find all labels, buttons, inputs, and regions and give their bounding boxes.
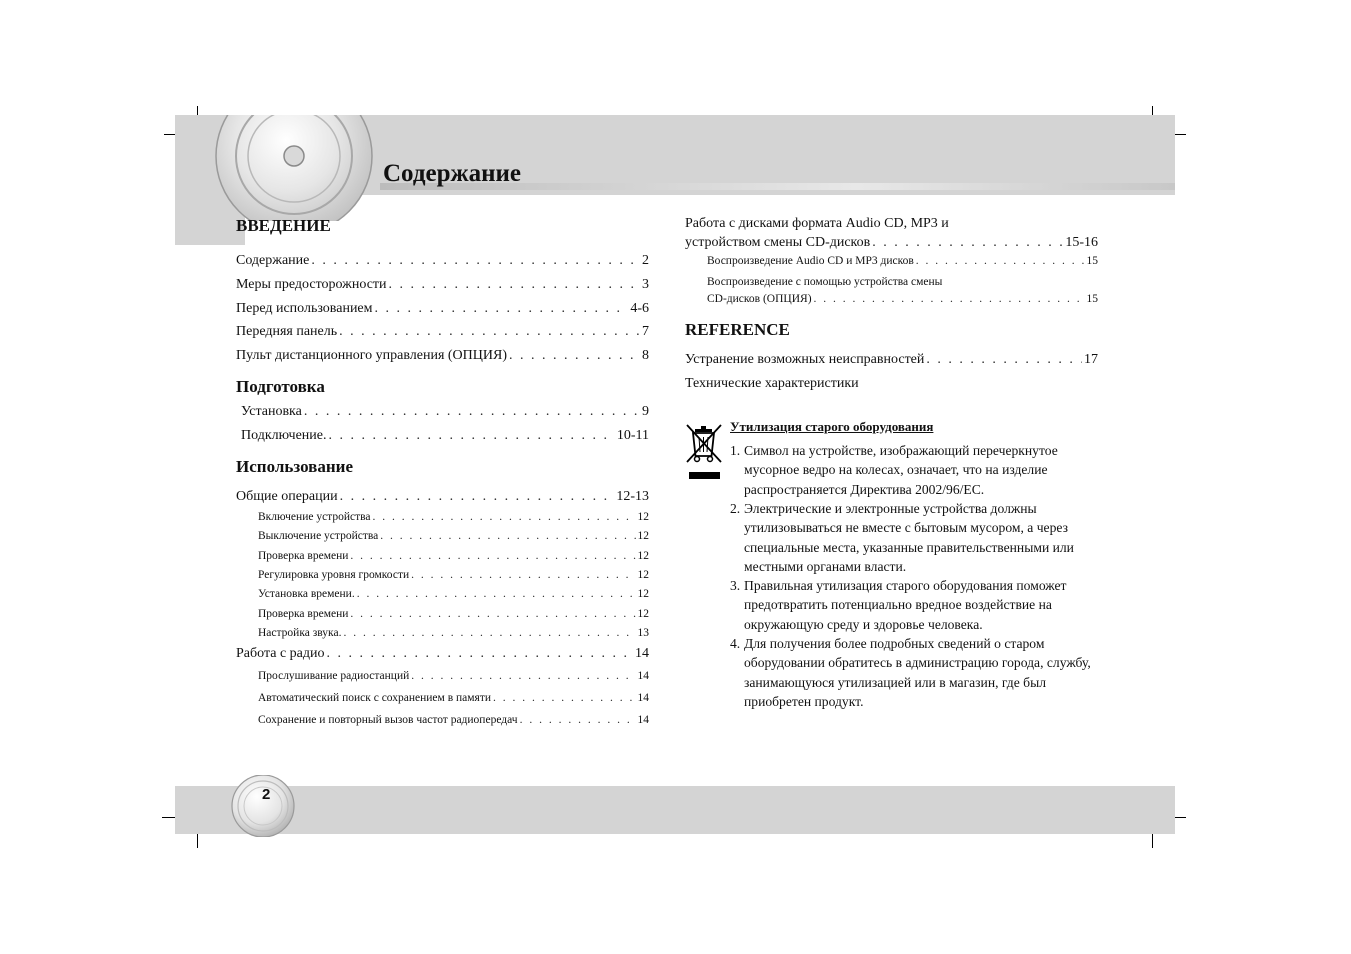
disposal-item-number: 2. xyxy=(730,501,741,516)
toc-label: Передняя панель xyxy=(236,324,338,339)
toc-label: Проверка времени xyxy=(258,608,349,620)
footer-band xyxy=(175,786,1175,834)
disposal-item xyxy=(730,634,1108,711)
toc-page: 9 xyxy=(642,404,649,419)
section-heading-intro: ВВЕДЕНИЕ xyxy=(236,216,331,235)
toc-page: 14 xyxy=(637,670,649,682)
toc-row[interactable] xyxy=(241,428,649,446)
toc-label: Воспроизведение с помощью устройства смены xyxy=(707,276,943,288)
toc-page: 12 xyxy=(637,569,649,581)
toc-label: Меры предосторожности xyxy=(236,277,387,292)
toc-label: Общие операции xyxy=(236,489,338,504)
toc-row[interactable] xyxy=(258,569,649,584)
toc-page: 2 xyxy=(642,253,649,268)
toc-label: Проверка времени xyxy=(258,550,349,562)
toc-row[interactable] xyxy=(258,530,649,545)
disposal-item-text: Символ на устройстве, изображающий перечеркнутое мусорное ведро на колесах, означает, что на изделие распространяется Директива 2002/96/EC. xyxy=(744,443,1058,497)
disposal-item xyxy=(730,499,1108,576)
toc-row[interactable] xyxy=(707,293,1098,308)
toc-page: 14 xyxy=(637,714,649,726)
toc-label: Установка xyxy=(241,404,302,419)
toc-page: 15 xyxy=(1086,255,1098,267)
section-heading-setup: Подготовка xyxy=(236,377,325,396)
toc-row[interactable] xyxy=(241,404,649,422)
toc-page: 15 xyxy=(1086,293,1098,305)
toc-row[interactable] xyxy=(685,352,1098,370)
toc-label: Прослушивание радиостанций xyxy=(258,670,410,682)
crossed-out-wheelie-bin-icon xyxy=(684,422,724,482)
toc-page: 14 xyxy=(635,646,649,661)
toc-row[interactable] xyxy=(236,348,649,366)
toc-page: 3 xyxy=(642,277,649,292)
toc-page: 12 xyxy=(637,511,649,523)
toc-label: Регулировка уровня громкости xyxy=(258,569,410,581)
disposal-item-number: 4. xyxy=(730,636,741,651)
toc-row[interactable] xyxy=(236,253,649,271)
toc-label: Выключение устройства xyxy=(258,530,379,542)
toc-label: Работа с радио xyxy=(236,646,325,661)
toc-page: 12 xyxy=(637,530,649,542)
section-heading-reference: REFERENCE xyxy=(685,320,790,339)
toc-page: 12 xyxy=(637,550,649,562)
toc-label: Устранение возможных неисправностей xyxy=(685,352,925,367)
toc-label: Настройка звука. xyxy=(258,627,342,639)
toc-row[interactable] xyxy=(258,627,649,642)
toc-page: 14 xyxy=(637,692,649,704)
toc-label: устройством смены CD-дисков xyxy=(685,235,871,250)
toc-row[interactable] xyxy=(258,511,649,526)
toc-label: Автоматический поиск с сохранением в памяти xyxy=(258,692,491,704)
page-number: 2 xyxy=(262,786,271,803)
toc-row[interactable] xyxy=(236,489,649,507)
toc-label: Подключение. xyxy=(241,428,327,443)
toc-row[interactable] xyxy=(685,235,1098,253)
toc-row[interactable] xyxy=(258,692,649,707)
toc-row[interactable] xyxy=(236,301,649,319)
toc-label: Пульт дистанционного управления (ОПЦИЯ) xyxy=(236,348,507,363)
toc-row[interactable] xyxy=(236,277,649,295)
cd-disc-graphic xyxy=(210,106,385,221)
page-title: Содержание xyxy=(383,160,522,187)
disposal-item-number: 3. xyxy=(730,578,741,593)
toc-page: 15-16 xyxy=(1065,235,1098,250)
toc-row[interactable] xyxy=(707,255,1098,270)
disposal-item-number: 1. xyxy=(730,443,741,458)
toc-page: 8 xyxy=(642,348,649,363)
toc-label: Перед использованием xyxy=(236,301,373,316)
toc-row[interactable] xyxy=(258,550,649,565)
toc-page: 7 xyxy=(642,324,649,339)
toc-row[interactable] xyxy=(258,670,649,685)
toc-page: 13 xyxy=(637,627,649,639)
section-heading-usage: Использование xyxy=(236,457,353,476)
toc-page: 12 xyxy=(637,588,649,600)
toc-label: Сохранение и повторный вызов частот радиопередач xyxy=(258,714,518,726)
toc-label: Содержание xyxy=(236,253,310,268)
toc-row[interactable] xyxy=(258,608,649,623)
toc-page: 10-11 xyxy=(616,428,649,443)
disposal-item-text: Для получения более подробных сведений о старом оборудовании обратитесь в администрацию города, службу, занимающуюся утилизацией или в магазин, где был приобретен продукт. xyxy=(744,636,1091,709)
disposal-title: Утилизация старого оборудования xyxy=(730,419,934,434)
toc-label: Установка времени. xyxy=(258,588,355,600)
disposal-item-text: Электрические и электронные устройства должны утилизовываться не вместе с бытовым мусором, а через специальные места, указанные правительственными или местными органами власти. xyxy=(744,501,1074,574)
disposal-item xyxy=(730,441,1108,499)
toc-label: Включение устройства xyxy=(258,511,371,523)
disposal-item xyxy=(730,576,1108,634)
toc-label: Работа с дисками формата Audio CD, MP3 и xyxy=(685,216,949,231)
toc-page: 12-13 xyxy=(616,489,649,504)
toc-row[interactable] xyxy=(236,646,649,664)
toc-page: 17 xyxy=(1084,352,1098,367)
toc-label: Воспроизведение Audio CD и MP3 дисков xyxy=(707,255,914,267)
toc-label: CD-дисков (ОПЦИЯ) xyxy=(707,293,812,305)
toc-page: 12 xyxy=(637,608,649,620)
toc-row[interactable] xyxy=(258,714,649,729)
toc-page: 4-6 xyxy=(630,301,649,316)
page-number-disc-graphic xyxy=(228,775,298,837)
disposal-item-text: Правильная утилизация старого оборудования поможет предотвратить потенциально вредное воздействие на окружающую среду и здоровье человека. xyxy=(744,578,1067,632)
toc-row[interactable] xyxy=(236,324,649,342)
toc-row[interactable] xyxy=(258,588,649,603)
toc-label[interactable]: Технические характеристики xyxy=(685,376,859,391)
